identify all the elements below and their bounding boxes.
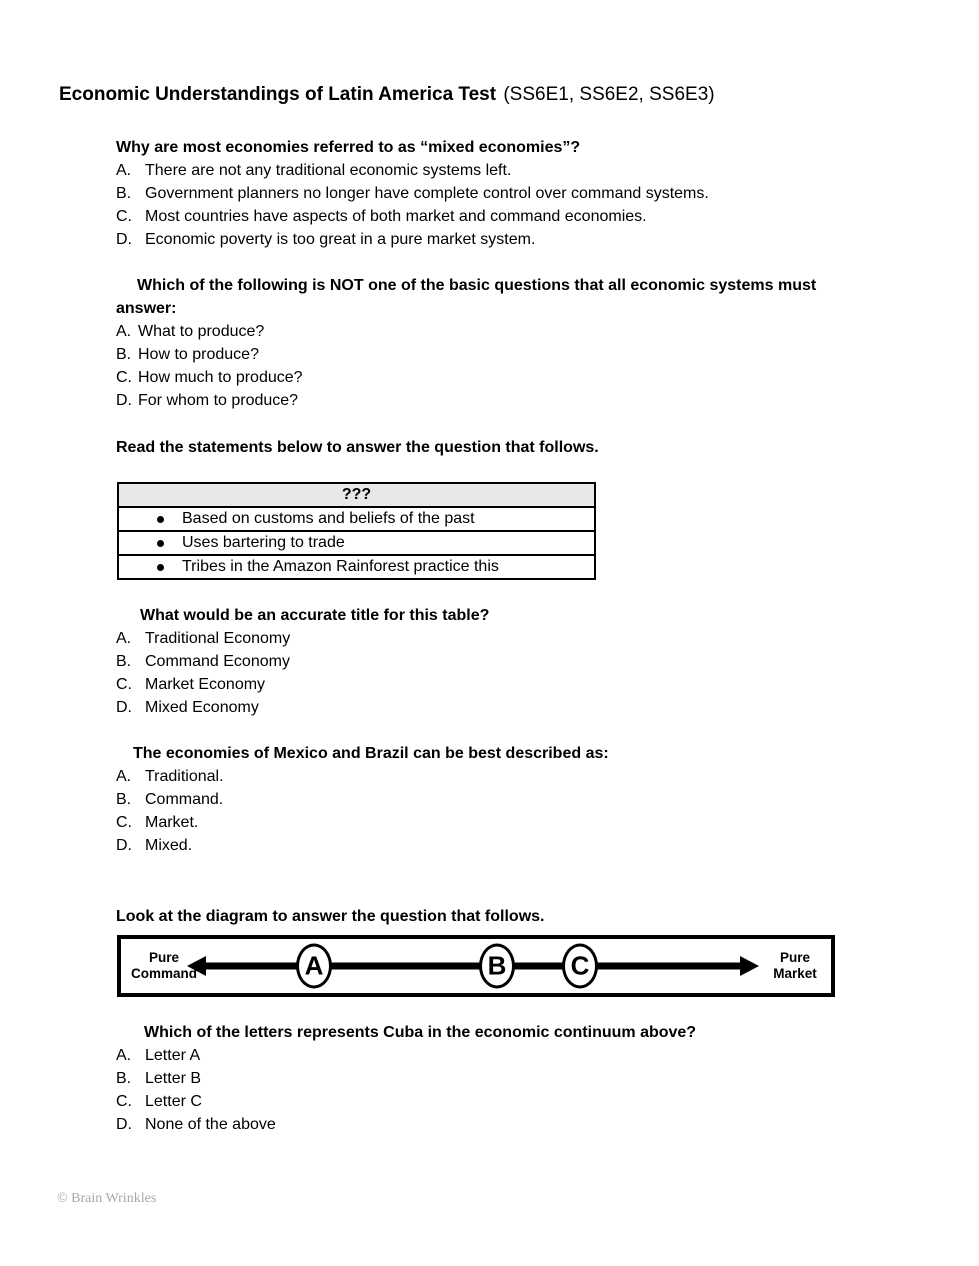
table-row-text: Based on customs and beliefs of the past [182, 510, 475, 527]
question-4-option-d [116, 834, 864, 857]
continuum-point-b: B [479, 944, 515, 989]
option-letter: B. [116, 653, 132, 670]
option-letter: D. [116, 1116, 132, 1133]
question-5-option-a [116, 1044, 864, 1067]
question-4-option-b [116, 788, 864, 811]
question-2-option-d [116, 389, 864, 412]
page-title-standards: (SS6E1, SS6E2, SS6E3) [498, 84, 715, 105]
option-letter: C. [116, 814, 132, 831]
question-5-option-b [116, 1067, 864, 1090]
question-4-option-c [116, 811, 864, 834]
option-text: For whom to produce? [138, 392, 299, 409]
question-1-option-a [116, 159, 864, 182]
bullet-icon [157, 540, 164, 547]
option-letter: A. [116, 768, 132, 785]
question-1 [116, 136, 864, 251]
option-text: Command Economy [145, 653, 290, 670]
option-text: Letter B [145, 1070, 202, 1087]
page-title-main: Economic Understandings of Latin America Test [59, 84, 497, 105]
option-text: How much to produce? [138, 369, 303, 386]
option-letter: D. [116, 699, 132, 716]
question-3-prompt: What would be an accurate title for this table? [140, 607, 490, 624]
question-4-prompt: The economies of Mexico and Brazil can be best described as: [133, 745, 609, 762]
option-letter: D. [116, 231, 132, 248]
question-2-option-b [116, 343, 864, 366]
option-letter: B. [116, 791, 132, 808]
statements-table [117, 482, 596, 580]
option-letter: A. [116, 1047, 132, 1064]
option-text: None of the above [145, 1116, 276, 1133]
option-letter: A. [116, 630, 132, 647]
economic-continuum-diagram [117, 935, 835, 997]
option-letter: A. [116, 162, 132, 179]
question-1-option-c [116, 205, 864, 228]
option-letter: A. [116, 323, 132, 340]
option-letter: C. [116, 1093, 132, 1110]
option-letter: C. [116, 369, 132, 386]
question-4 [116, 742, 864, 857]
option-text: How to produce? [138, 346, 259, 363]
option-text: Most countries have aspects of both market and command economies. [145, 208, 647, 225]
option-text: Traditional Economy [145, 630, 291, 647]
option-text: Market Economy [145, 676, 266, 693]
continuum-point-c: C [562, 944, 598, 989]
option-text: Letter A [145, 1047, 201, 1064]
bullet-icon [157, 516, 164, 523]
question-2-option-c [116, 366, 864, 389]
question-2-option-a [116, 320, 864, 343]
question-3-option-a [116, 627, 864, 650]
question-5-prompt: Which of the letters represents Cuba in the economic continuum above? [144, 1024, 697, 1041]
option-letter: B. [116, 1070, 132, 1087]
diagram-instruction: Look at the diagram to answer the question that follows. [116, 908, 545, 925]
option-letter: D. [116, 392, 132, 409]
table-row-text: Uses bartering to trade [182, 534, 345, 551]
option-text: Market. [145, 814, 199, 831]
table-header-cell: ??? [118, 483, 595, 507]
question-5-option-d [116, 1113, 864, 1136]
pure-market-label: Pure Market [773, 950, 817, 981]
question-1-option-b [116, 182, 864, 205]
question-3 [116, 604, 864, 719]
question-1-prompt: Why are most economies referred to as “mixed economies”? [116, 139, 581, 156]
option-text: Mixed Economy [145, 699, 259, 716]
option-letter: C. [116, 676, 132, 693]
option-letter: C. [116, 208, 132, 225]
option-text: There are not any traditional economic systems left. [145, 162, 512, 179]
option-letter: B. [116, 346, 132, 363]
left-arrowhead-icon [187, 956, 206, 976]
option-text: Government planners no longer have complete control over command systems. [145, 185, 709, 202]
table-header-row [118, 483, 595, 507]
question-3-option-c [116, 673, 864, 696]
table-row [118, 507, 595, 531]
option-text: Economic poverty is too great in a pure market system. [145, 231, 536, 248]
copyright-notice: © Brain Wrinkles [57, 1191, 157, 1206]
table-row [118, 555, 595, 579]
question-5 [116, 1021, 864, 1136]
question-2-prompt: Which of the following is NOT one of the basic questions that all economic systems must answer: [116, 277, 817, 317]
option-letter: D. [116, 837, 132, 854]
question-5-option-c [116, 1090, 864, 1113]
question-1-option-d [116, 228, 864, 251]
page-title [59, 83, 715, 106]
question-2 [116, 274, 864, 412]
option-text: Mixed. [145, 837, 193, 854]
right-arrowhead-icon [740, 956, 759, 976]
option-text: What to produce? [138, 323, 265, 340]
table-row-text: Tribes in the Amazon Rainforest practice this [182, 558, 499, 575]
pure-command-label: Pure Command [130, 950, 197, 981]
continuum-axis-line [205, 963, 741, 970]
option-text: Letter C [145, 1093, 202, 1110]
question-3-option-d [116, 696, 864, 719]
bullet-icon [157, 564, 164, 571]
table-row [118, 531, 595, 555]
continuum-point-a: A [296, 944, 332, 989]
option-text: Command. [145, 791, 224, 808]
table-instruction: Read the statements below to answer the question that follows. [116, 439, 599, 456]
option-letter: B. [116, 185, 132, 202]
option-text: Traditional. [145, 768, 224, 785]
question-4-option-a [116, 765, 864, 788]
question-3-option-b [116, 650, 864, 673]
